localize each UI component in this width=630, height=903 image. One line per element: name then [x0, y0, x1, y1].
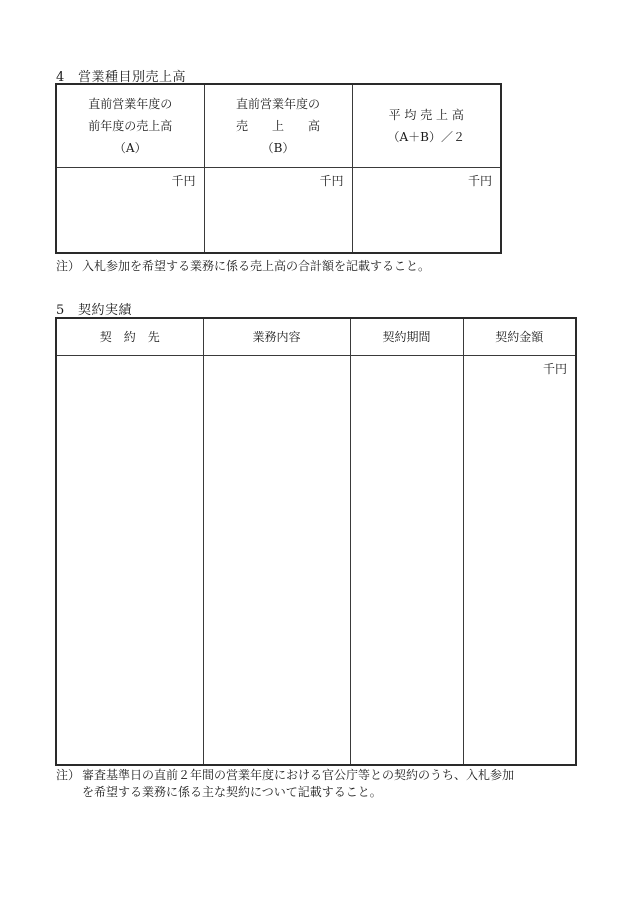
section5-note-prefix: 注） [56, 768, 81, 782]
sales-header-a-line1: 直前営業年度の [88, 96, 173, 111]
unit-label: 千円 [467, 173, 492, 188]
sales-table [55, 83, 502, 254]
section4-number: 4 [56, 70, 65, 85]
section4-note-prefix: 注） [56, 259, 81, 273]
sales-header-b-line3: （B） [261, 140, 295, 155]
section4-title: 営業種目別売上高 [78, 70, 187, 85]
contract-entry-amount[interactable] [463, 355, 576, 765]
contract-header-work: 業務内容 [203, 318, 350, 355]
sales-header-a-line3: （A） [113, 140, 147, 155]
contract-entry-work[interactable] [203, 355, 350, 765]
sales-header-b-line2: 売 上 高 [235, 118, 320, 133]
unit-label: 千円 [319, 173, 344, 188]
section5-note-line1: 審査基準日の直前２年間の営業年度における官公庁等との契約のうち、入札参加 [82, 768, 515, 782]
contract-entry-period[interactable] [350, 355, 463, 765]
sales-entry-average[interactable] [352, 167, 501, 253]
sales-header-last-year [204, 84, 352, 167]
unit-label: 千円 [542, 361, 567, 376]
contract-header-period: 契約期間 [350, 318, 463, 355]
contract-table-header-row [56, 318, 576, 355]
contract-table-entry-row [56, 355, 576, 765]
contract-table [55, 317, 577, 766]
sales-entry-last-year[interactable] [204, 167, 352, 253]
sales-table-header-row [56, 84, 501, 167]
section5-note-line2: を希望する業務に係る主な契約について記載すること。 [82, 785, 382, 799]
section5-note [56, 767, 596, 801]
sales-table-entry-row [56, 167, 501, 253]
contract-entry-client[interactable] [56, 355, 203, 765]
contract-header-client: 契 約 先 [56, 318, 203, 355]
sales-header-prev-year [56, 84, 204, 167]
section5-heading [56, 299, 132, 318]
sales-entry-prev-year[interactable] [56, 167, 204, 253]
sales-header-avg-line1: 平 均 売 上 高 [388, 107, 464, 122]
sales-header-a-line2: 前年度の売上高 [88, 118, 173, 133]
contract-header-amount: 契約金額 [463, 318, 576, 355]
section4-note-text: 入札参加を希望する業務に係る売上高の合計額を記載すること。 [82, 259, 431, 273]
sales-header-average [352, 84, 501, 167]
section4-note [56, 258, 430, 275]
section5-number: 5 [56, 303, 65, 318]
sales-header-b-line1: 直前営業年度の [235, 96, 320, 111]
sales-header-avg-line2: （A＋B）／２ [387, 129, 465, 144]
section5-title: 契約実績 [78, 303, 133, 318]
unit-label: 千円 [171, 173, 196, 188]
